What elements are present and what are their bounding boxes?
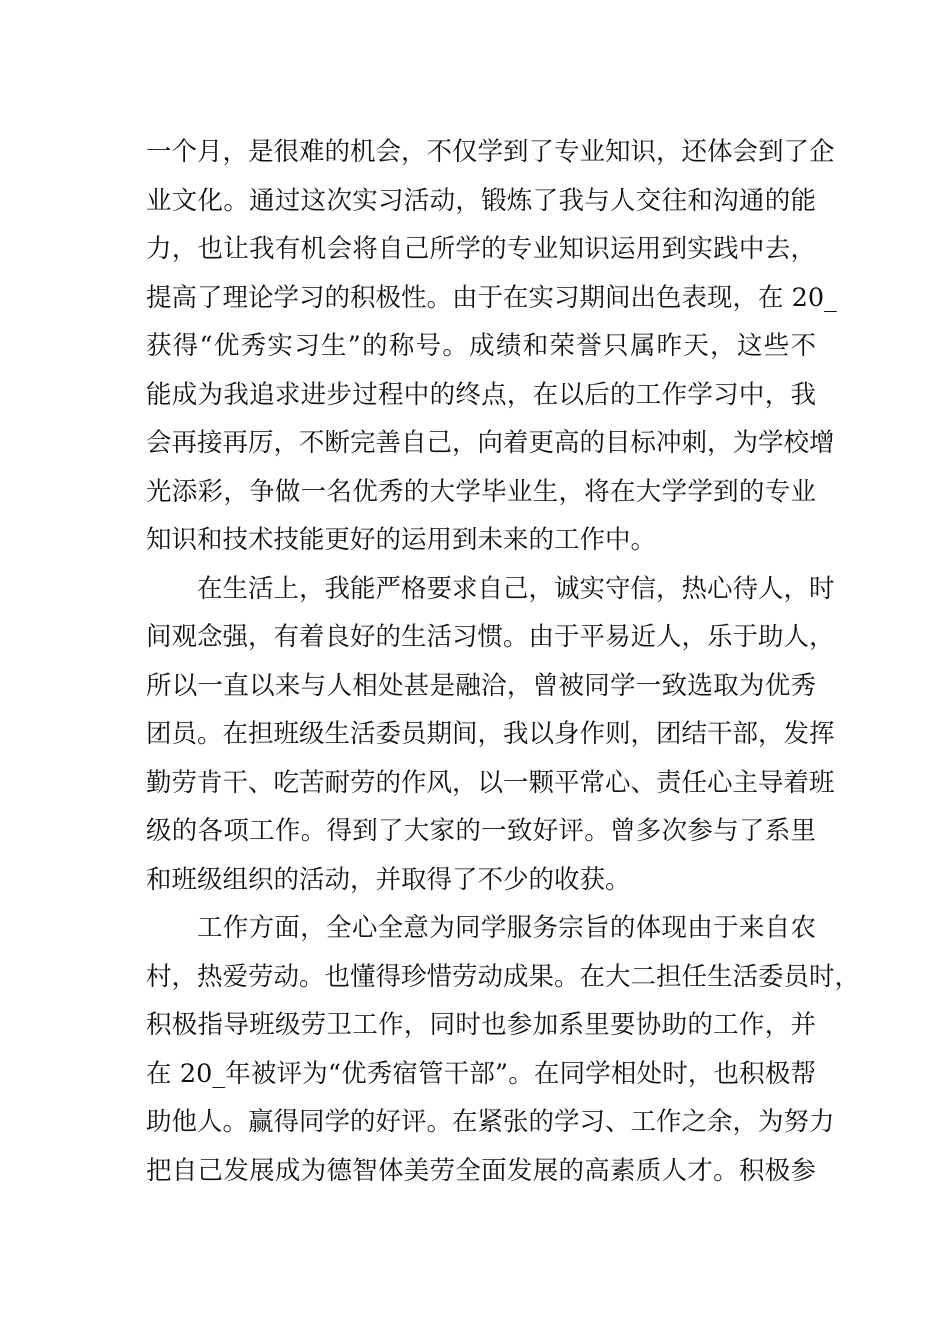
text-line: 业文化。通过这次实习活动，锻炼了我与人交往和沟通的能 [146, 185, 816, 216]
text-line: 勤劳肯干、吃苦耐劳的作风，以一颗平常心、责任心主导着班 [146, 767, 835, 798]
text-line: 会再接再厉，不断完善自己，向着更高的目标冲刺，为学校增 [146, 428, 835, 458]
text-line: 积极指导班级劳卫工作，同时也参加系里要协助的工作，并 [146, 1010, 816, 1040]
document-body [146, 128, 861, 1195]
text-line: 团员。在担班级生活委员期间，我以身作则，团结干部，发挥 [146, 719, 835, 749]
text-line: 助他人。赢得同学的好评。在紧张的学习、工作之余，为努力 [146, 1107, 835, 1137]
paragraph-2 [146, 565, 835, 905]
text-line: 间观念强，有着良好的生活习惯。由于平易近人，乐于助人， [146, 622, 835, 652]
text-line: 级的各项工作。得到了大家的一致好评。曾多次参与了系里 [146, 816, 816, 846]
paragraph-1 [146, 128, 837, 565]
text-line: 在 20_年被评为“优秀宿管干部”。在同学相处时，也积极帮 [146, 1058, 816, 1089]
text-line: 力，也让我有机会将自己所学的专业知识运用到实践中去， [146, 234, 816, 264]
text-line: 和班级组织的活动，并取得了不少的收获。 [146, 864, 631, 895]
text-line: 工作方面，全心全意为同学服务宗旨的体现由于来自农 [197, 913, 816, 943]
text-line: 光添彩，争做一名优秀的大学毕业生，将在大学学到的专业 [146, 476, 816, 507]
text-line: 获得“优秀实习生”的称号。成绩和荣誉只属昨天，这些不 [146, 331, 816, 361]
text-line: 把自己发展成为德智体美劳全面发展的高素质人才。积极参 [146, 1155, 816, 1186]
text-line: 提高了理论学习的积极性。由于在实习期间出色表现，在 20_ [146, 282, 837, 313]
text-line: 村，热爱劳动。也懂得珍惜劳动成果。在大二担任生活委员时， [146, 961, 861, 992]
text-line: 知识和技术技能更好的运用到未来的工作中。 [146, 525, 657, 555]
text-line: 一个月，是很难的机会，不仅学到了专业知识，还体会到了企 [146, 137, 835, 167]
text-line: 能成为我追求进步过程中的终点，在以后的工作学习中，我 [146, 379, 816, 410]
paragraph-3 [146, 904, 861, 1195]
text-line: 在生活上，我能严格要求自己，诚实守信，热心待人，时 [197, 573, 835, 604]
text-line: 所以一直以来与人相处甚是融洽，曾被同学一致选取为优秀 [146, 670, 816, 701]
